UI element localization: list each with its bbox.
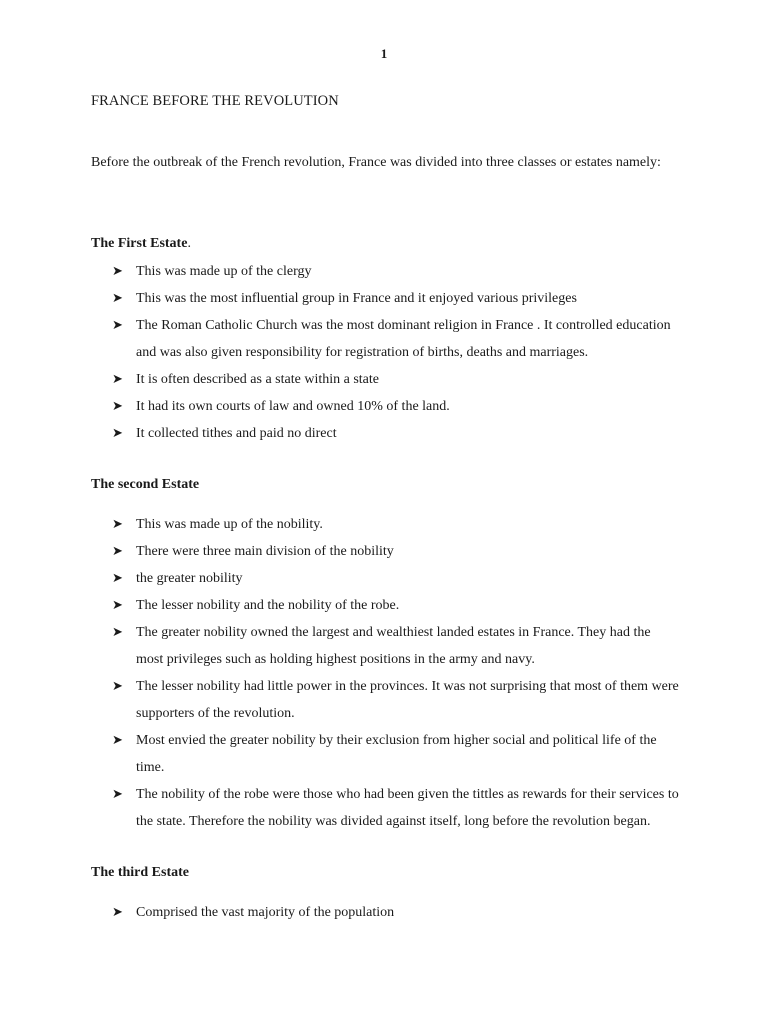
bullet-list-first-estate [0,258,768,447]
list-item: ➤ The lesser nobility had little power in the provinces. It was not surprising that most of them were supporters of the revolution. [0,673,681,727]
bullet-list-third-estate [0,899,768,926]
arrow-bullet-icon: ➤ [112,787,123,802]
arrow-bullet-icon: ➤ [112,733,123,748]
arrow-bullet-icon: ➤ [112,264,123,279]
arrow-bullet-icon: ➤ [112,372,123,387]
section-heading-first-estate: The First Estate. [91,236,191,251]
list-item: ➤ There were three main division of the nobility [0,538,681,565]
arrow-bullet-icon: ➤ [112,544,123,559]
arrow-bullet-icon: ➤ [112,399,123,414]
section-heading-third-estate: The third Estate [91,865,189,880]
arrow-bullet-icon: ➤ [112,318,123,333]
list-item: ➤ This was made up of the nobility. [0,511,681,538]
list-item: ➤ This was made up of the clergy [0,258,681,285]
arrow-bullet-icon: ➤ [112,426,123,441]
list-item: ➤ The greater nobility owned the largest and wealthiest landed estates in France. They had the most privileges such as holding highest positions in the army and navy. [0,619,681,673]
arrow-bullet-icon: ➤ [112,291,123,306]
list-item: ➤ the greater nobility [0,565,681,592]
list-item: ➤ The lesser nobility and the nobility of the robe. [0,592,681,619]
list-item: ➤ This was the most influential group in France and it enjoyed various privileges [0,285,681,312]
arrow-bullet-icon: ➤ [112,625,123,640]
list-item: ➤ It collected tithes and paid no direct [0,420,681,447]
section-heading-second-estate: The second Estate [91,477,200,492]
document-title: FRANCE BEFORE THE REVOLUTION [91,93,339,109]
list-item: ➤ Comprised the vast majority of the population [0,899,681,926]
arrow-bullet-icon: ➤ [112,517,123,532]
list-item: ➤ It had its own courts of law and owned 10% of the land. [0,393,681,420]
arrow-bullet-icon: ➤ [112,679,123,694]
list-item: ➤ It is often described as a state within a state [0,366,681,393]
bullet-list-second-estate [0,511,768,835]
arrow-bullet-icon: ➤ [112,598,123,613]
list-item: ➤ The nobility of the robe were those who had been given the tittles as rewards for their services to the state. Therefore the nobility was divided against itself, long before the revolution began. [0,781,681,835]
intro-paragraph: Before the outbreak of the French revolution, France was divided into three classes or estates namely: [91,155,661,170]
arrow-bullet-icon: ➤ [112,905,123,920]
list-item: ➤ The Roman Catholic Church was the most dominant religion in France . It controlled education and was also given responsibility for registration of births, deaths and marriages. [0,312,681,366]
page-number: 1 [380,46,388,61]
arrow-bullet-icon: ➤ [112,571,123,586]
list-item: ➤ Most envied the greater nobility by their exclusion from higher social and political life of the time. [0,727,681,781]
